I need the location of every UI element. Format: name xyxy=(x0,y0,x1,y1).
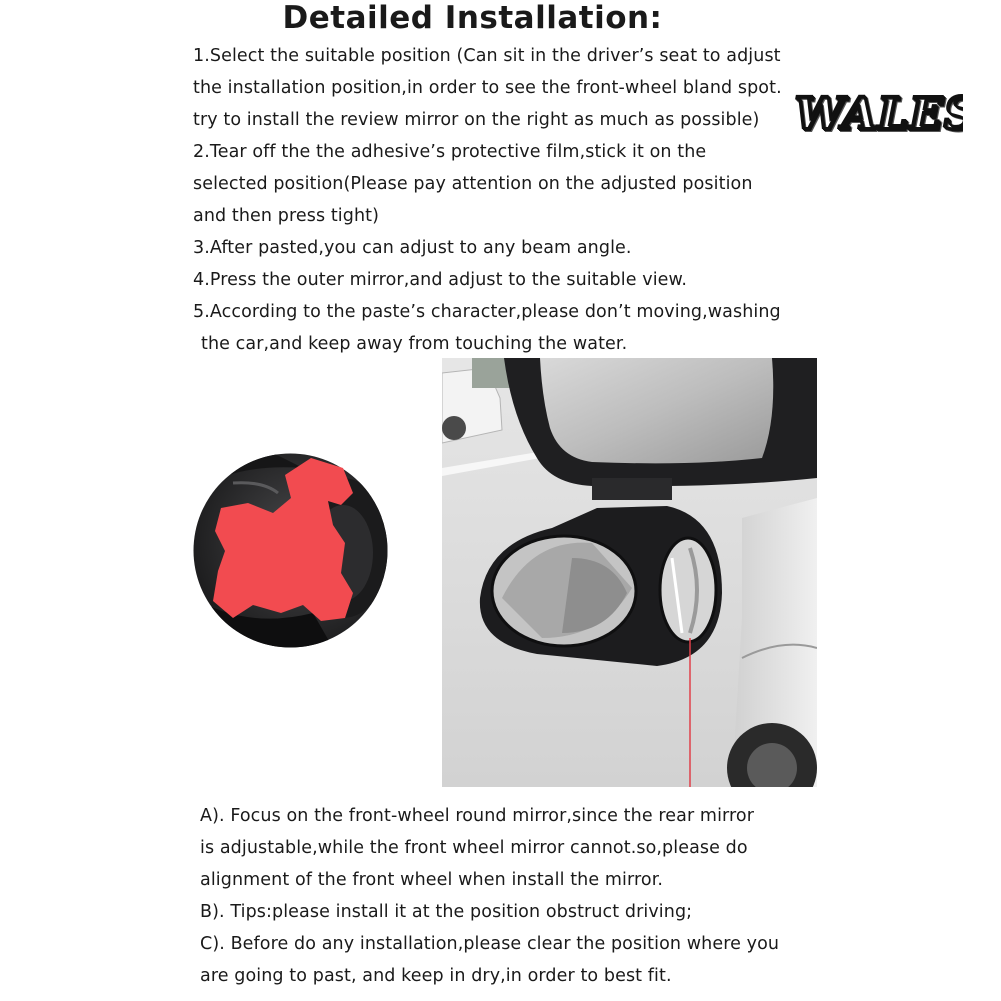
mirror-installed-photo xyxy=(442,358,817,787)
note-line: A). Focus on the front-wheel round mirror,since the rear mirror xyxy=(200,806,755,826)
svg-text:WALES: WALES xyxy=(795,89,963,137)
installation-notes xyxy=(200,800,840,992)
step-line: 2.Tear off the the adhesive’s protective film,stick it on the xyxy=(193,142,707,162)
step-line: 5.According to the paste’s character,please don’t moving,washing xyxy=(193,302,781,322)
note-line: is adjustable,while the front wheel mirror cannot.so,please do xyxy=(200,838,748,858)
page-title: Detailed Installation: xyxy=(282,0,663,36)
step-line: 3.After pasted,you can adjust to any beam angle. xyxy=(193,238,632,258)
step-line: and then press tight) xyxy=(193,206,380,226)
note-line: C). Before do any installation,please clear the position where you xyxy=(200,934,780,954)
note-line: are going to past, and keep in dry,in order to best fit. xyxy=(200,966,672,986)
step-line: try to install the review mirror on the right as much as possible) xyxy=(193,110,760,130)
step-line: 1.Select the suitable position (Can sit in the driver’s seat to adjust xyxy=(193,46,781,66)
brand-logo-mark xyxy=(793,87,963,137)
step-line: selected position(Please pay attention on the adjusted position xyxy=(193,174,753,194)
adhesive-closeup-photo xyxy=(193,453,388,648)
step-line: the installation position,in order to see the front-wheel bland spot. xyxy=(193,78,782,98)
step-line: the car,and keep away from touching the water. xyxy=(201,334,628,354)
note-line: B). Tips:please install it at the position obstruct driving; xyxy=(200,902,693,922)
note-line: alignment of the front wheel when install the mirror. xyxy=(200,870,664,890)
step-line: 4.Press the outer mirror,and adjust to the suitable view. xyxy=(193,270,687,290)
installation-steps xyxy=(193,40,833,360)
brand-logo xyxy=(793,87,963,147)
